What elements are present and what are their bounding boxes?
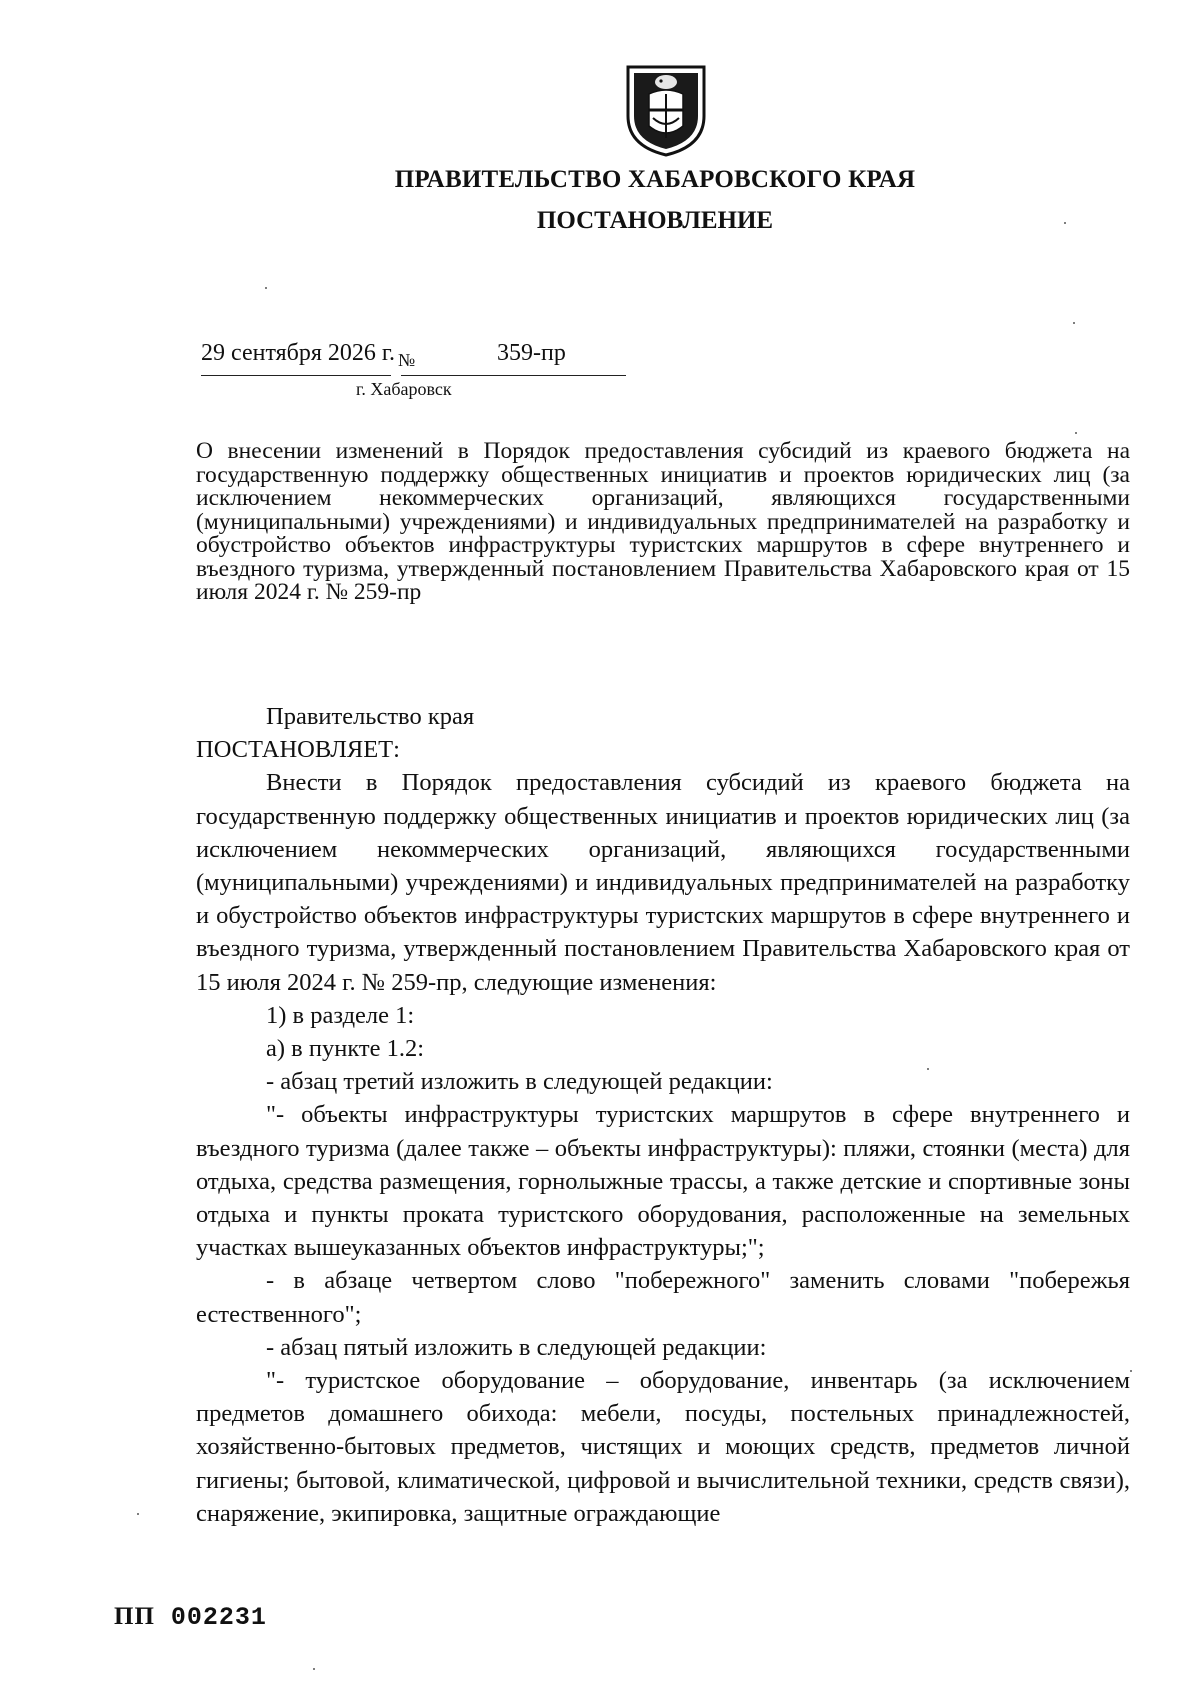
body-paragraph: - в абзаце четвертом слово "побережного" заменить словами "побережья естественного";	[196, 1267, 1130, 1328]
document-city: г. Хабаровск	[356, 379, 452, 399]
document-type-title: ПОСТАНОВЛЕНИЕ	[536, 207, 774, 234]
body-paragraph: - абзац пятый изложить в следующей редакции:	[266, 1333, 767, 1361]
body-paragraph: 1) в разделе 1:	[266, 1001, 415, 1029]
scan-speck	[313, 1668, 315, 1670]
form-serial: 002231	[170, 1603, 267, 1632]
body-paragraph: "- объекты инфраструктуры туристских маршрутов в сфере внутреннего и въездного туризма (далее также – объекты инфраструктуры): пляжи, стоянки (места) для отдыха, средства размещения, горнолыжные трассы, а также детские и спортивные зоны отдыха и пункты проката туристского оборудования, расположенные на земельных участках вышеуказанных объектов инфраструктуры;";	[196, 1101, 1130, 1262]
khabarovsk-coat-of-arms-icon	[625, 64, 707, 158]
scan-speck	[1073, 322, 1075, 324]
body-paragraph: - абзац третий изложить в следующей редакции:	[266, 1068, 773, 1096]
body-paragraph: "- туристское оборудование – оборудование, инвентарь (за исключением предметов домашнего обихода: мебели, посуды, постельных принадлежностей, хозяйственно-бытовых предметов, чистящих и моющих средств, предметов личной гигиены; бытовой, климатической, цифровой и вычислительной техники, средств связи), снаряжение, экипировка, защитные ограждающие	[196, 1367, 1130, 1527]
scan-speck	[1075, 432, 1077, 434]
form-serial-number	[114, 1603, 267, 1632]
scan-speck	[265, 287, 267, 289]
number-sign: №	[398, 350, 416, 370]
body-paragraph: а) в пункте 1.2:	[266, 1035, 425, 1063]
document-date: 29 сентября 2026 г.	[201, 340, 396, 366]
document-subject: О внесении изменений в Порядок предоставления субсидий из краевого бюджета на государственную поддержку общественных инициатив и проектов юридических лиц (за исключением некоммерческих организаций, являющихся государственными (муниципальными) учреждениями) и индивидуальных предпринимателей на разработку и обустройство объектов инфраструктуры туристских маршрутов в сфере внутреннего и въездного туризма, утвержденный постановлением Правительства Хабаровского края от 15 июля 2024 г. № 259-пр	[196, 438, 1130, 605]
date-number-line	[201, 340, 626, 376]
organization-title: ПРАВИТЕЛЬСТВО ХАБАРОВСКОГО КРАЯ	[394, 166, 916, 193]
scan-speck	[1130, 1370, 1132, 1372]
body-paragraph: ПОСТАНОВЛЯЕТ:	[196, 736, 400, 764]
document-number: 359-пр	[497, 340, 566, 366]
form-series: ПП	[114, 1603, 155, 1630]
body-paragraph: Внести в Порядок предоставления субсидий из краевого бюджета на государственную поддержку общественных инициатив и проектов юридических лиц (за исключением некоммерческих организаций, являющихся государственными (муниципальными) учреждениями) и индивидуальных предпринимателей на разработку и обустройство объектов инфраструктуры туристских маршрутов в сфере внутреннего и въездного туризма, утвержденный постановлением Правительства Хабаровского края от 15 июля 2024 г. № 259-пр, следующие изменения:	[196, 769, 1130, 996]
scan-speck	[137, 1513, 139, 1515]
body-paragraph: Правительство края	[266, 703, 475, 730]
scan-speck	[927, 1068, 929, 1070]
document-body	[196, 700, 1130, 1530]
scan-speck	[1064, 222, 1066, 224]
